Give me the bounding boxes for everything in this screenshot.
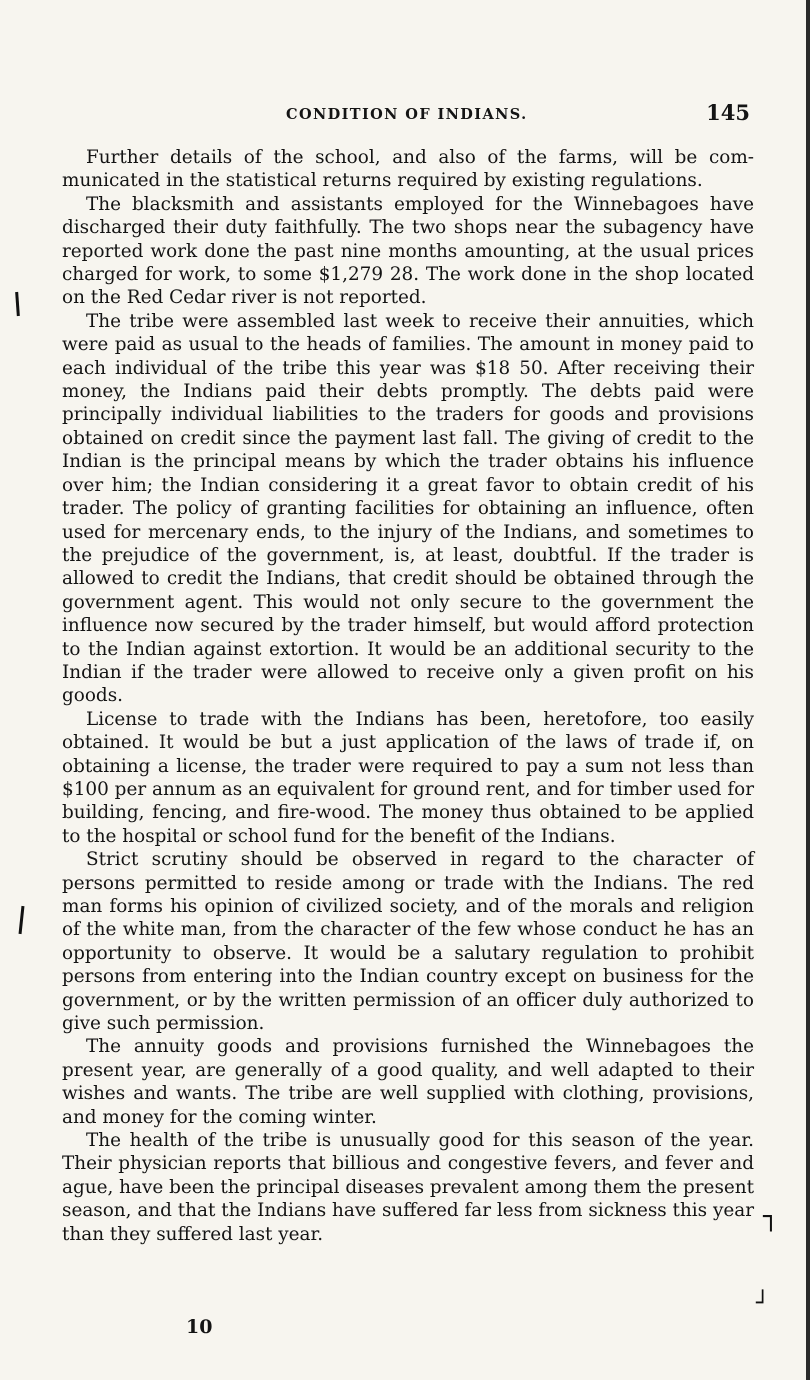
margin-mark-lower-left [19,906,25,934]
body-text [62,146,754,1246]
page-header [62,100,752,128]
page-edge-shadow [806,0,810,1380]
margin-bracket-bottom-right: ┘ [756,1290,770,1316]
paragraph-annuities: The tribe were assembled last week to receive their annuities, which were paid as usual to the heads of families. The amount in money paid to each individual of the tribe this year was $18 50. After receiving their money, the Indians paid their debts promptly. The debts paid were principally individual liabilities to the traders for goods and provisions obtained on credit since the payment last fall. The giving of credit to the Indian is the principal means by which the trader obtains his influence over him; the Indian considering it a great favor to obtain credit of his trader. The policy of granting facilities for obtaining an influence, often used for mercenary ends, to the injury of the Indians, and sometimes to the prejudice of the government, is, at least, doubtful. If the trader is allowed to credit the Indians, that credit should be obtained through the government agent. This would not only secure to the government the influence now secured by the trader himself, but would afford protection to the Indian against extortion. It would be an additional security to the Indian if the trader were allowed to receive only a given profit on his goods. [62,310,754,707]
paragraph-blacksmith: The blacksmith and assistants employed for the Winnebagoes have discharged their duty faithfully. The two shops near the subagency have reported work done the past nine months amounting, at the usual prices charged for work, to some $1,279 28. The work done in the shop located on the Red Cedar river is not reported. [62,193,754,309]
running-title: CONDITION OF INDIANS. [286,106,528,123]
page-number: 145 [706,100,750,125]
paragraph-scrutiny: Strict scrutiny should be observed in regard to the character of persons permitted to reside among or trade with the Indians. The red man forms his opinion of civilized society, and of the morals and religion of the white man, from the character of the few whose conduct he has an opportunity to observe. It would be a salutary regulation to prohibit persons from entering into the Indian country except on business for the government, or by the written permission of an officer duly authorized to give such permission. [62,849,754,1035]
paragraph-annuity-goods: The annuity goods and provisions furnished the Winnebagoes the present year, are generally of a good quality, and well adapted to their wishes and wants. The tribe are well supplied with clothing, provisions, and money for the coming winter. [62,1036,754,1128]
margin-bracket-top-right: ┐ [763,1202,779,1232]
margin-mark-top-left [15,292,20,316]
signature-mark: 10 [186,1316,213,1338]
paragraph-school-details: Further details of the school, and also of the farms, will be communicated in the statistical returns required by existing regulations. [62,147,754,192]
paragraph-trade-license: License to trade with the Indians has been, heretofore, too easily obtained. It would be but a just application of the laws of trade if, on obtaining a license, the trader were required to pay a sum not less than $100 per annum as an equivalent for ground rent, and for timber used for building, fencing, and fire-wood. The money thus obtained to be applied to the hospital or school fund for the benefit of the Indians. [62,708,754,847]
paragraph-health: The health of the tribe is unusually good for this season of the year. Their physician reports that billious and congestive fevers, and fever and ague, have been the principal diseases prevalent among them the present season, and that the Indians have suffered far less from sickness this year than they suffered last year. [62,1130,754,1245]
